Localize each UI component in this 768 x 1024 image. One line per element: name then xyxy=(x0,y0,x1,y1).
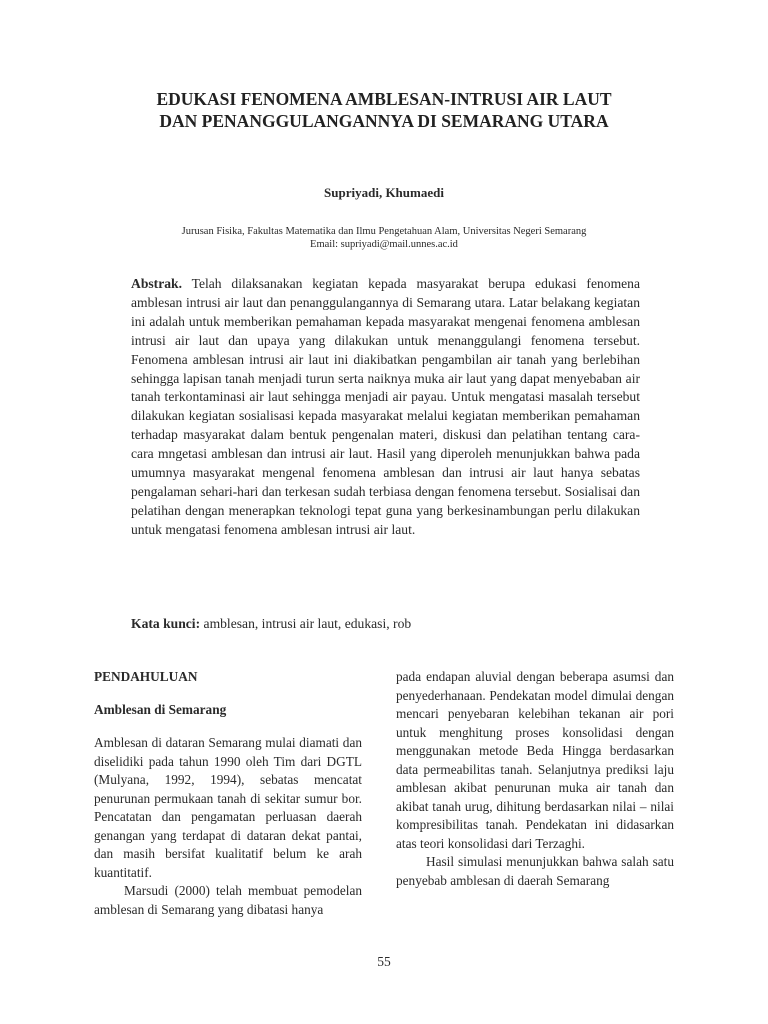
body-paragraph: Marsudi (2000) telah membuat pemodelan amblesan di Semarang yang dibatasi hanya xyxy=(94,883,362,917)
body-paragraph: pada endapan aluvial dengan beberapa asumsi dan penyederhanaan. Pendekatan model dimulai dengan mencari penyebaran kelebihan tekanan air pori untuk menghitung proses konsolidasi dengan menggunakan metode Beda Hingga berdasarkan data permeabilitas tanah. Selanjutnya prediksi laju amblesan akibat penurunan muka air tanah dan akibat tanah urug, dihitung berdasarkan nilai – nilai kompresibilitas tanah. Pendekatan ini didasarkan atas teori konsolidasi dari Terzaghi. xyxy=(396,669,674,851)
keywords-label: Kata kunci: xyxy=(131,616,201,631)
body-paragraph: Amblesan di dataran Semarang mulai diamati dan diselidiki pada tahun 1990 oleh Tim dari DGTL (Mulyana, 1992, 1994), sebatas mencatat penurunan permukaan tanah di sekitar sumur bor. Pencatatan dan pengamatan perluasan daerah genangan yang terdapat di dataran dekat pantai, dan masih bersifat kualitatif belum ke arah kuantitatif. xyxy=(94,735,362,880)
abstract-text: Telah dilaksanakan kegiatan kepada masyarakat berupa edukasi fenomena amblesan intrusi air laut dan penanggulangannya di Semarang utara. Latar belakang kegiatan ini adalah untuk memberikan pemahaman kepada masyarakat mengenai fenomena amblesan intrusi air laut dan upaya yang dilakukan untuk menanggulangi fenomena tersebut. Fenomena amblesan intrusi air laut ini diakibatkan pengambilan air tanah yang berlebihan sehingga lapisan tanah menjadi turun serta naiknya muka air laut yang dapat menyebaban air tanah terkontaminasi air laut sehingga menjadi air payau. Untuk mengatasi masalah tersebut dilakukan kegiatan sosialisasi kepada masyarakat melalui kegiatan memberikan pemahaman terhadap masyarakat dalam bentuk pengenalan materi, diskusi dan pelatihan tentang cara-cara mngetasi amblesan dan intrusi air laut. Hasil yang diperoleh menunjukkan bahwa pada umumnya masyarakat mengenal fenomena amblesan dan intrusi air laut hanya sebatas pengalaman sehari-hari dan terkesan sudah terbiasa dengan fenomena tersebut. Sosialisai dan pelatihan dengan menerapkan teknologi tepat guna yang berkesinambungan perlu dilakukan untuk mengatasi fenomena amblesan intrusi air laut. xyxy=(131,276,641,537)
affiliation-block xyxy=(0,225,768,251)
keywords xyxy=(131,614,640,633)
paper-title-line-1: EDUKASI FENOMENA AMBLESAN-INTRUSI AIR LAUT xyxy=(156,89,612,109)
affiliation: Jurusan Fisika, Fakultas Matematika dan Ilmu Pengetahuan Alam, Universitas Negeri Semarang xyxy=(181,226,587,237)
abstract xyxy=(131,275,640,540)
body-paragraph: Hasil simulasi menunjukkan bahwa salah satu penyebab amblesan di daerah Semarang xyxy=(396,854,674,888)
paper-title xyxy=(0,88,768,132)
authors: Supriyadi, Khumaedi xyxy=(324,185,444,200)
left-column xyxy=(94,668,362,919)
page-number: 55 xyxy=(377,954,391,969)
paper-title-line-2: DAN PENANGGULANGANNYA DI SEMARANG UTARA xyxy=(159,111,609,131)
right-column xyxy=(396,668,674,890)
abstract-label: Abstrak. xyxy=(131,276,182,291)
section-heading: PENDAHULUAN xyxy=(94,669,198,684)
sub-heading: Amblesan di Semarang xyxy=(94,701,227,717)
keywords-text: amblesan, intrusi air laut, edukasi, rob xyxy=(203,616,412,631)
email: Email: supriyadi@mail.unnes.ac.id xyxy=(310,239,458,250)
